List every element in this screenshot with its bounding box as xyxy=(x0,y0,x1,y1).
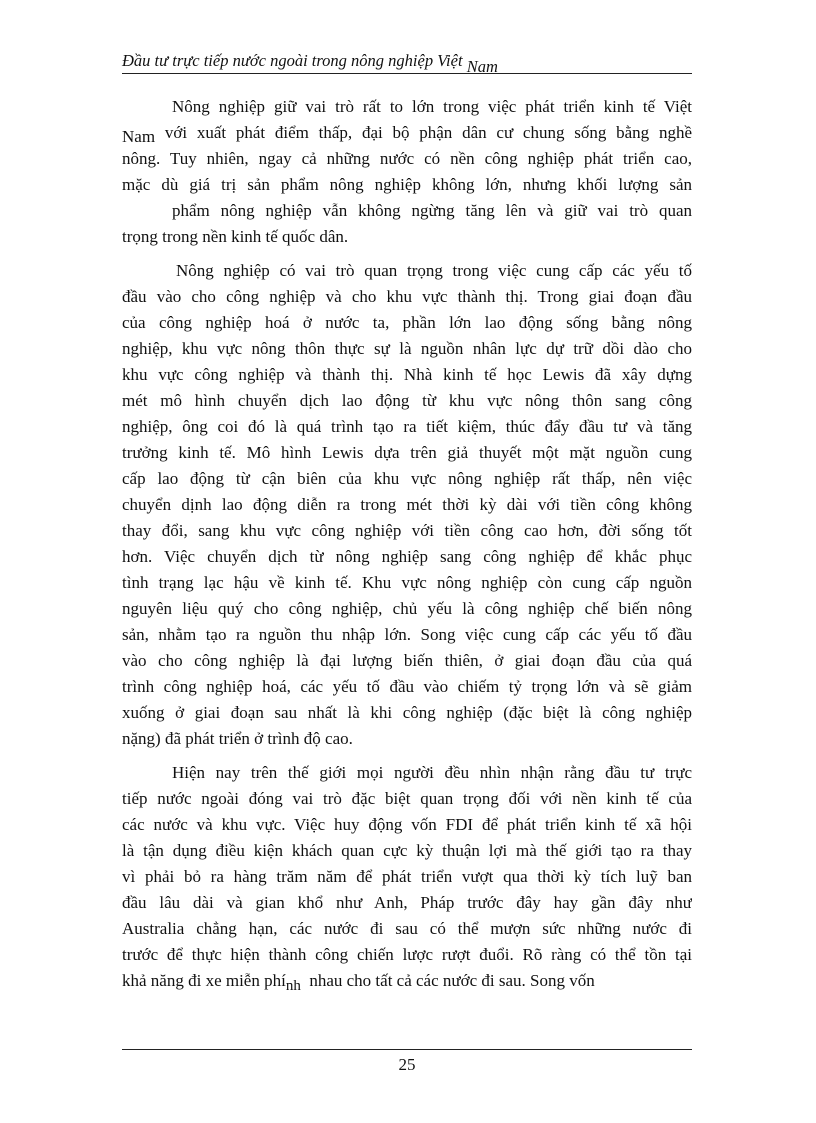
text-line: mặc dù giá trị sản phẩm nông nghiệp không lớn, nhưng khối lượng sản xyxy=(122,175,692,194)
header-title: Đầu tư trực tiếp nước ngoài trong nông nghiệp Việt xyxy=(122,51,463,70)
text-line: của công nghiệp hoá ở nước ta, phần lớn lao động sống bằng nông xyxy=(122,313,692,332)
text-line: cấp lao động từ cận biên của khu vực nông nghiệp rất thấp, nên việc xyxy=(122,469,692,488)
text-line: hơn. Việc chuyển dịch từ nông nghiệp sang công nghiệp để khắc phục xyxy=(122,547,692,566)
text-line: nghiệp, khu vực nông thôn thực sự là nguồn nhân lực dự trữ dồi dào cho xyxy=(122,339,692,358)
text-fragment: nhau cho tất cả các nước đi sau. Song vốn xyxy=(309,971,595,990)
text-line: vì phải bỏ ra hàng trăm năm để phát triển vượt qua thời kỳ tích luỹ ban xyxy=(122,867,692,886)
text-line: nông. Tuy nhiên, ngay cả những nước có nền công nghiệp phát triển cao, xyxy=(122,149,692,168)
text-line: các nước và khu vực. Việc huy động vốn FDI để phát triển kinh tế xã hội xyxy=(122,815,692,834)
text-fragment: Nam xyxy=(122,127,156,146)
text-line: thay đổi, sang khu vực công nghiệp với tiền công cao hơn, đời sống tốt xyxy=(122,521,692,540)
text-fragment: với xuất phát điểm thấp, đại bộ phận dân cư chung sống bằng nghề xyxy=(164,123,692,142)
text-line: Nông nghiệp giữ vai trò rất to lớn trong việc phát triển kinh tế Việt xyxy=(172,97,692,116)
paragraph-2 xyxy=(122,258,692,752)
text-line: vào cho công nghiệp là đại lượng biến thiên, ở giai đoạn đầu của quá xyxy=(122,651,692,670)
text-line: nghiệp, ông coi đó là quá trình tạo ra tiết kiệm, thúc đẩy đầu tư và tăng xyxy=(122,417,692,436)
page-number: 25 xyxy=(398,1055,416,1074)
text-line: phẩm nông nghiệp vẫn không ngừng tăng lên và giữ vai trò quan xyxy=(172,201,692,220)
paragraph-gap xyxy=(122,250,692,258)
text-line: mét mô hình chuyển dịch lao động từ khu vực nông thôn sang công xyxy=(122,391,692,410)
paragraph-3 xyxy=(122,760,692,994)
text-line: trưởng kinh tế. Mô hình Lewis dựa trên giả thuyết một mặt nguồn cung xyxy=(122,443,692,462)
text-line: Australia chẳng hạn, các nước đi sau có thể mượn sức những nước đi xyxy=(122,919,692,938)
page-body xyxy=(122,94,692,994)
text-line xyxy=(122,968,692,994)
text-line: khu vực công nghiệp và thành thị. Nhà kinh tế học Lewis đã xây dựng xyxy=(122,365,692,384)
text-fragment: nh xyxy=(285,978,301,994)
text-line: trình công nghiệp hoá, các yếu tố đầu vào chiếm tỷ trọng lớn và sẽ giảm xyxy=(122,677,692,696)
text-line: là tận dụng điều kiện khách quan cực kỳ thuận lợi mà thế giới tạo ra thay xyxy=(122,841,692,860)
text-fragment: khả năng đi xe miễn phí xyxy=(122,971,286,990)
text-line: trọng trong nền kinh tế quốc dân. xyxy=(122,227,349,246)
header-divider xyxy=(122,73,692,74)
text-line: tiếp nước ngoài đóng vai trò đặc biệt quan trọng đối với nền kinh tế của xyxy=(122,789,692,808)
text-line: nguyên liệu quý cho công nghiệp, chủ yếu là công nghiệp chế biến nông xyxy=(122,599,692,618)
text-line: sản, nhằm tạo ra nguồn thu nhập lớn. Song việc cung cấp các yếu tố đầu xyxy=(122,625,692,644)
footer-divider xyxy=(122,1049,692,1050)
text-line: chuyển dịnh lao động diễn ra trong mét thời kỳ dài với tiền công không xyxy=(122,495,692,514)
text-line: đầu vào cho công nghiệp và cho khu vực thành thị. Trong giai đoạn đầu xyxy=(122,287,692,306)
text-line xyxy=(122,120,692,146)
text-line: trước để thực hiện thành công chiến lược rượt đuổi. Rõ ràng có thể tồn tại xyxy=(122,945,692,964)
running-header xyxy=(122,50,692,76)
text-line: nặng) đã phát triển ở trình độ cao. xyxy=(122,729,353,748)
text-line: Nông nghiệp có vai trò quan trọng trong việc cung cấp các yếu tố xyxy=(176,261,692,280)
paragraph-gap xyxy=(122,752,692,760)
text-line: tình trạng lạc hậu về kinh tế. Khu vực nông nghiệp còn cung cấp nguồn xyxy=(122,573,692,592)
text-line: xuống ở giai đoạn sau nhất là khi công nghiệp (đặc biệt là công nghiệp xyxy=(122,703,692,722)
text-line: đầu lâu dài và gian khổ như Anh, Pháp trước đây hay gần đây như xyxy=(122,893,692,912)
paragraph-1 xyxy=(122,94,692,250)
text-line: Hiện nay trên thế giới mọi người đều nhìn nhận rằng đầu tư trực xyxy=(172,763,692,782)
header-title-tail: Nam xyxy=(466,57,498,76)
